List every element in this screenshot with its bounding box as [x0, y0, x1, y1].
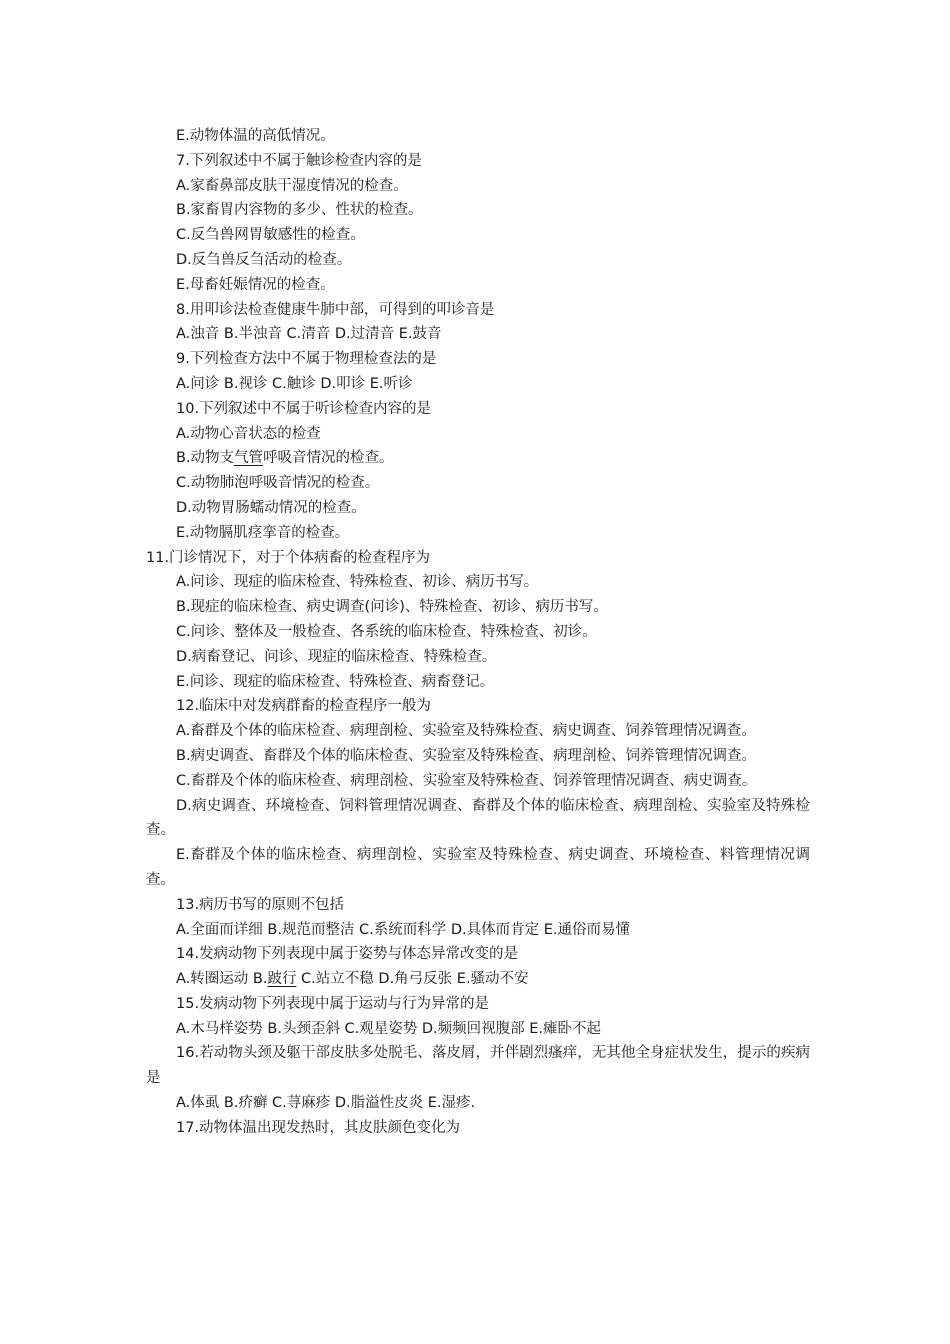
option-line: C.反刍兽网胃敏感性的检查。 [176, 227, 365, 244]
option-paragraph: C.畜群及个体的临床检查、病理剖检、实验室及特殊检查、饲养管理情况调查、病史调查。 [176, 772, 757, 789]
option-line: A.浊音 B.半浊音 C.清音 D.过清音 E.鼓音 [176, 326, 442, 343]
question-paragraph: 16.若动物头颈及躯干部皮肤多处脱毛、落皮屑，并伴剧烈瘙痒，无其他全身症状发生，提示的疾病是 [146, 1045, 810, 1087]
term-link[interactable]: 气管 [234, 450, 264, 467]
option-line: A.全面而详细 B.规范而整洁 C.系统而科学 D.具体而肯定 E.通俗而易懂 [176, 921, 631, 938]
option-line: A.体虱 B.疥癣 C.荨麻疹 D.脂溢性皮炎 E.湿疹. [176, 1095, 476, 1112]
question-line: 11.门诊情况下，对于个体病畜的检查程序为 [146, 549, 431, 566]
option-line: D.动物胃肠蠕动情况的检查。 [176, 499, 366, 516]
question-line: 12.临床中对发病群畜的检查程序一般为 [176, 698, 432, 715]
option-line: C.问诊、整体及一般检查、各系统的临床检查、特殊检查、初诊。 [176, 623, 597, 640]
option-text: B.动物支 [176, 450, 235, 467]
option-line: E.母畜妊娠情况的检查。 [176, 276, 335, 293]
option-line: A.问诊、现症的临床检查、特殊检查、初诊、病历书写。 [176, 574, 539, 591]
option-line: A.问诊 B.视诊 C.触诊 D.叩诊 E.听诊 [176, 375, 413, 392]
option-text: 呼吸音情况的检查。 [263, 450, 394, 467]
question-line: 8.用叩诊法检查健康牛肺中部，可得到的叩诊音是 [176, 301, 495, 318]
option-line [146, 446, 810, 471]
question-line: 7.下列叙述中不属于触诊检查内容的是 [176, 152, 422, 169]
option-line: C.动物肺泡呼吸音情况的检查。 [176, 475, 380, 492]
option-line: B.现症的临床检查、病史调查(问诊)、特殊检查、初诊、病历书写。 [176, 599, 608, 616]
option-text: C.站立不稳 D.角弓反张 E.骚动不安 [296, 971, 529, 988]
question-line: 14.发病动物下列表现中属于姿势与体态异常改变的是 [176, 946, 519, 963]
question-line: 15.发病动物下列表现中属于运动与行为异常的是 [176, 995, 490, 1012]
option-line: A.动物心音状态的检查 [176, 425, 321, 442]
option-line: E.动物体温的高低情况。 [176, 128, 335, 144]
option-line: D.反刍兽反刍活动的检查。 [176, 251, 352, 268]
document-page [146, 124, 810, 1141]
question-line: 10.下列叙述中不属于听诊检查内容的是 [176, 400, 432, 417]
option-paragraph: E.畜群及个体的临床检查、病理剖检、实验室及特殊检查、病史调查、环境检查、料管理情况调查。 [146, 847, 810, 888]
option-line: A.家畜鼻部皮肤干湿度情况的检查。 [176, 177, 408, 194]
question-line: 9.下列检查方法中不属于物理检查法的是 [176, 351, 437, 368]
option-paragraph: B.病史调查、畜群及个体的临床检查、实验室及特殊检查、病理剖检、饲养管理情况调查。 [176, 747, 757, 764]
option-line: D.病畜登记、问诊、现症的临床检查、特殊检查。 [176, 648, 497, 665]
option-line [146, 967, 810, 992]
option-line: E.问诊、现症的临床检查、特殊检查、病畜登记。 [176, 673, 495, 690]
option-line: E.动物膈肌痉挛音的检查。 [176, 524, 350, 541]
term-link[interactable]: 跛行 [267, 971, 297, 988]
option-paragraph: A.畜群及个体的临床检查、病理剖检、实验室及特殊检查、病史调查、饲养管理情况调查。 [176, 723, 756, 740]
option-text: A.转圈运动 B. [176, 971, 268, 988]
option-paragraph: D.病史调查、环境检查、饲料管理情况调查、畜群及个体的临床检查、病理剖检、实验室及特殊检查。 [146, 797, 810, 839]
question-line: 13.病历书写的原则不包括 [176, 896, 345, 913]
option-line: B.家畜胃内容物的多少、性状的检查。 [176, 202, 423, 219]
option-line: A.木马样姿势 B.头颈歪斜 C.观星姿势 D.频频回视腹部 E.瘫卧不起 [176, 1020, 602, 1037]
question-line: 17.动物体温出现发热时，其皮肤颜色变化为 [176, 1119, 461, 1136]
